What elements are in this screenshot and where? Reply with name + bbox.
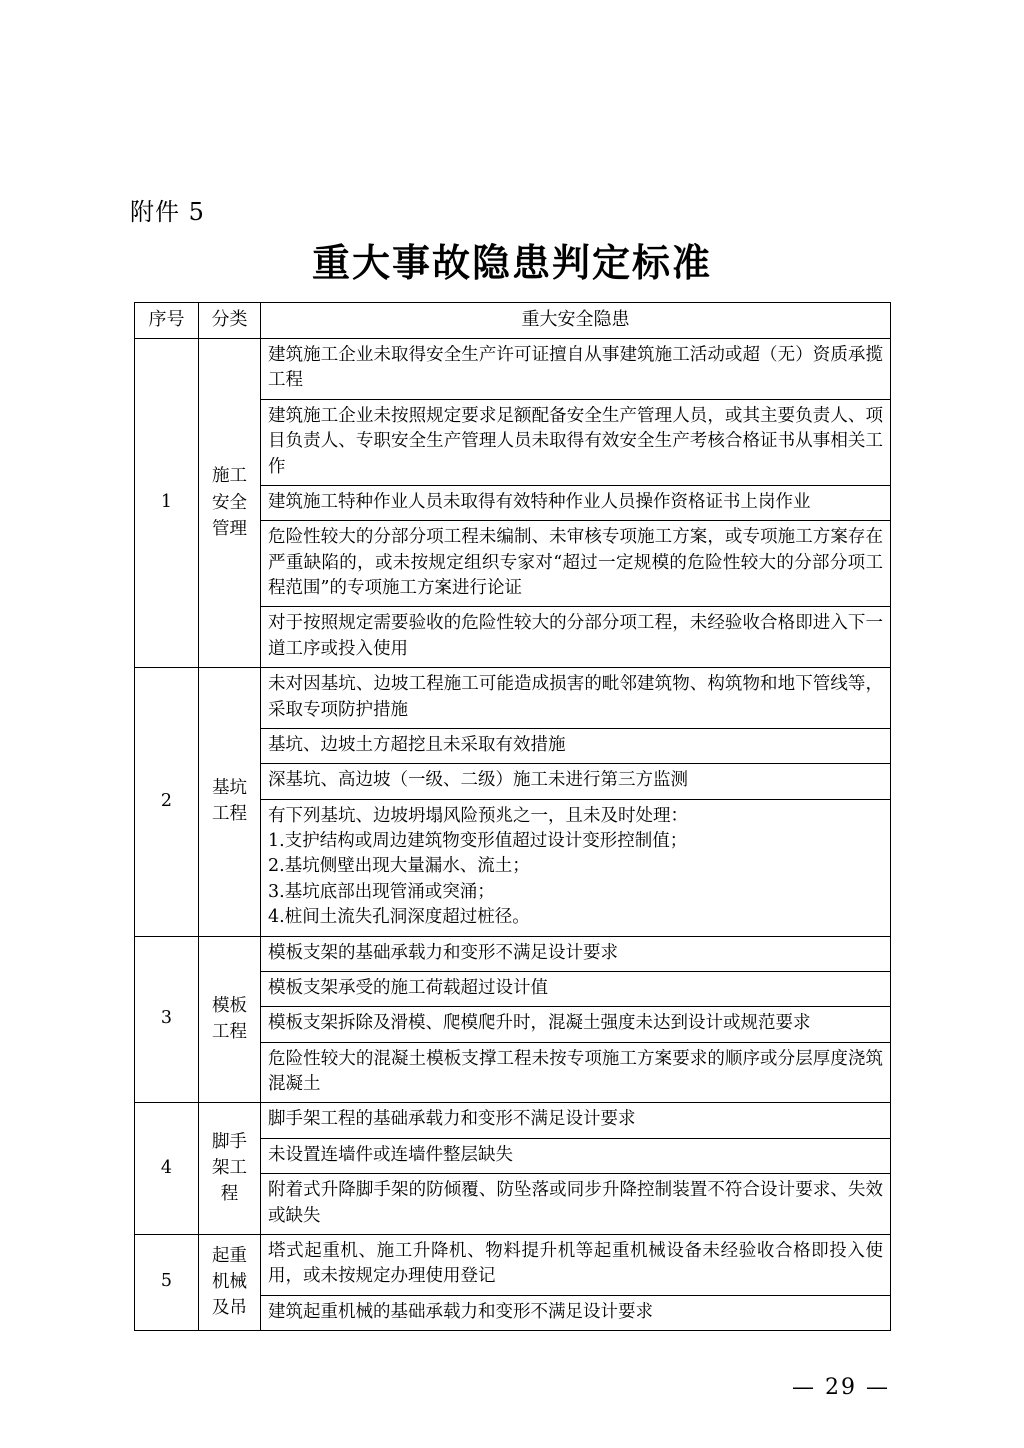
page-title: 重大事故隐患判定标准 [311, 240, 712, 285]
row-number-cell: 5 [135, 1234, 199, 1330]
hazard-criteria-table [134, 302, 891, 1331]
hazard-item-cell: 模板支架拆除及滑模、爬模爬升时，混凝土强度未达到设计或规范要求 [261, 1007, 891, 1042]
hazard-item-cell: 有下列基坑、边坡坍塌风险预兆之一，且未及时处理： 1.支护结构或周边建筑物变形值超过设计变形控制值； 2.基坑侧壁出现大量漏水、流土； 3.基坑底部出现管涌或突涌； 4.桩间土流失孔洞深度超过桩径。 [261, 799, 891, 936]
hazard-item-cell: 建筑施工特种作业人员未取得有效特种作业人员操作资格证书上岗作业 [261, 485, 891, 520]
hazard-item-cell: 深基坑、高边坡（一级、二级）施工未进行第三方监测 [261, 764, 891, 799]
header-cell-category: 分类 [199, 303, 261, 339]
table-row [135, 668, 891, 729]
hazard-item-cell: 模板支架的基础承载力和变形不满足设计要求 [261, 936, 891, 971]
hazard-item-cell: 模板支架承受的施工荷载超过设计值 [261, 971, 891, 1006]
hazard-item-cell: 对于按照规定需要验收的危险性较大的分部分项工程，未经验收合格即进入下一道工序或投入使用 [261, 607, 891, 668]
hazard-item-cell: 塔式起重机、施工升降机、物料提升机等起重机械设备未经验收合格即投入使用，或未按规定办理使用登记 [261, 1234, 891, 1295]
hazard-item-cell: 脚手架工程的基础承载力和变形不满足设计要求 [261, 1103, 891, 1138]
category-cell: 脚手 架工 程 [199, 1103, 261, 1235]
table-header-row [135, 303, 891, 339]
table-header [135, 303, 891, 339]
row-number-cell: 1 [135, 339, 199, 668]
table-row [135, 1234, 891, 1295]
table-row [135, 936, 891, 971]
hazard-item-cell: 危险性较大的混凝土模板支撑工程未按专项施工方案要求的顺序或分层厚度浇筑混凝土 [261, 1042, 891, 1103]
hazard-item-cell: 危险性较大的分部分项工程未编制、未审核专项施工方案，或专项施工方案存在严重缺陷的，或未按规定组织专家对“超过一定规模的危险性较大的分部分项工程范围”的专项施工方案进行论证 [261, 521, 891, 607]
hazard-item-cell: 未对因基坑、边坡工程施工可能造成损害的毗邻建筑物、构筑物和地下管线等，采取专项防护措施 [261, 668, 891, 729]
row-number-cell: 2 [135, 668, 199, 936]
hazard-item-cell: 附着式升降脚手架的防倾覆、防坠落或同步升降控制装置不符合设计要求、失效或缺失 [261, 1174, 891, 1235]
header-cell-hazard: 重大安全隐患 [261, 303, 891, 339]
category-cell: 施工 安全 管理 [199, 339, 261, 668]
hazard-item-cell: 建筑施工企业未取得安全生产许可证擅自从事建筑施工活动或超（无）资质承揽工程 [261, 339, 891, 400]
row-number-cell: 4 [135, 1103, 199, 1235]
table-row [135, 339, 891, 400]
hazard-item-cell: 基坑、边坡土方超挖且未采取有效措施 [261, 728, 891, 763]
table-row [135, 1103, 891, 1138]
table-body [135, 339, 891, 1331]
attachment-label: 附件 5 [130, 198, 205, 226]
category-cell: 起重 机械 及吊 [199, 1234, 261, 1330]
category-cell: 模板 工程 [199, 936, 261, 1103]
row-number-cell: 3 [135, 936, 199, 1103]
header-cell-no: 序号 [135, 303, 199, 339]
hazard-item-cell: 建筑施工企业未按照规定要求足额配备安全生产管理人员，或其主要负责人、项目负责人、专职安全生产管理人员未取得有效安全生产考核合格证书从事相关工作 [261, 399, 891, 485]
hazard-item-cell: 建筑起重机械的基础承载力和变形不满足设计要求 [261, 1295, 891, 1330]
category-cell: 基坑 工程 [199, 668, 261, 936]
page-number: — 29 — [792, 1375, 890, 1400]
hazard-item-cell: 未设置连墙件或连墙件整层缺失 [261, 1138, 891, 1173]
